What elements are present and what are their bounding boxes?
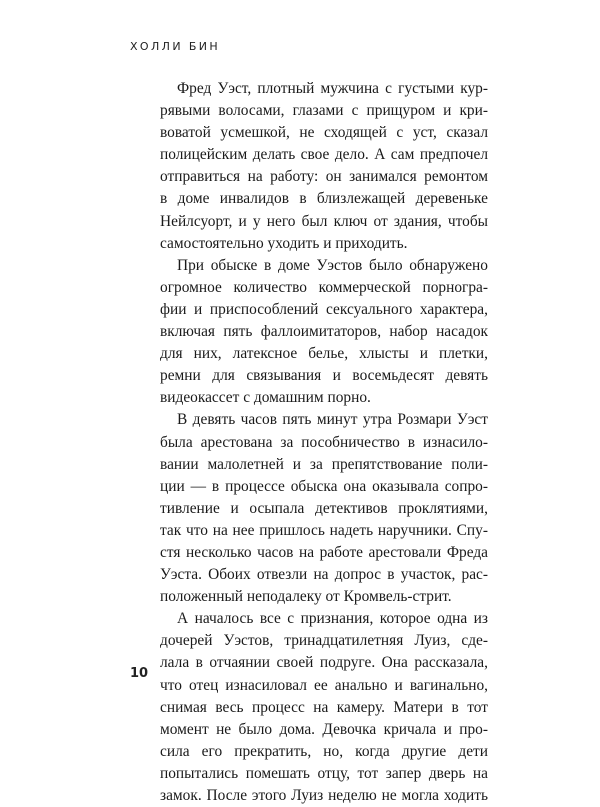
text-line: попытались помешать отцу, тот запер дверь на: [160, 764, 488, 782]
running-head: ХОЛЛИ БИН: [130, 40, 221, 53]
text-line: для них, латексное белье, хлысты и плетки,: [160, 345, 488, 363]
text-line: дочерей Уэстов, тринадцатилетняя Луиз, сде-: [160, 632, 488, 650]
text-line: видеокассет с домашним порно.: [160, 389, 371, 407]
text-line: рявыми волосами, глазами с прищуром и кри-: [160, 102, 488, 120]
text-line: была арестована за пособничество в изнасило-: [160, 433, 488, 451]
text-line: воватой усмешкой, не сходящей с уст, сказал: [160, 124, 488, 142]
text-line: фии и приспособлений сексуального характера,: [160, 300, 488, 318]
text-line: что отец изнасиловал ее анально и вагинально,: [160, 676, 488, 694]
body-text: [160, 78, 488, 807]
text-line: Нейлсуорт, и у него был ключ от здания, чтобы: [160, 212, 488, 230]
text-line: снимая весь процесс на камеру. Матери в тот: [160, 698, 488, 716]
text-line: отправиться на работу: он занимался ремонтом: [160, 168, 488, 186]
page-number: 10: [130, 666, 149, 681]
text-line: При обыске в доме Уэстов было обнаружено: [177, 256, 488, 274]
text-line: стя несколько часов на работе арестовали Фреда: [160, 543, 488, 561]
text-line: Уэста. Обоих отвезли на допрос в участок, рас-: [160, 566, 488, 584]
text-line: сила его прекратить, но, когда другие дети: [160, 742, 488, 760]
text-line: тивление и осыпала детективов проклятиями,: [160, 499, 488, 517]
text-line: полицейским делать свое дело. А сам предпочел: [160, 146, 488, 164]
text-line: так что на нее пришлось надеть наручники. Спу-: [160, 521, 488, 539]
text-line: ремни для связывания и восемьдесят девять: [160, 367, 488, 385]
text-line: лала в отчаянии своей подруге. Она рассказала,: [160, 654, 488, 672]
text-line: огромное количество коммерческой порногра-: [160, 278, 488, 296]
text-line: положенный неподалеку от Кромвель-стрит.: [160, 588, 452, 606]
text-line: ции — в процессе обыска она оказывала сопро-: [160, 477, 488, 495]
text-line: А началось все с признания, которое одна из: [177, 610, 488, 628]
text-line: включая пять фаллоимитаторов, набор насадок: [160, 323, 488, 341]
text-line: Фред Уэст, плотный мужчина с густыми кур-: [177, 80, 488, 97]
text-line: В девять часов пять минут утра Розмари Уэст: [177, 411, 488, 429]
text-line: в доме инвалидов в близлежащей деревеньке: [160, 190, 488, 208]
text-line: самостоятельно уходить и приходить.: [160, 234, 408, 252]
text-line: вании малолетней и за препятствование поли-: [160, 455, 488, 473]
text-line: момент не было дома. Девочка кричала и про-: [160, 720, 488, 738]
text-line: замок. После этого Луиз неделю не могла ходить: [160, 787, 488, 804]
